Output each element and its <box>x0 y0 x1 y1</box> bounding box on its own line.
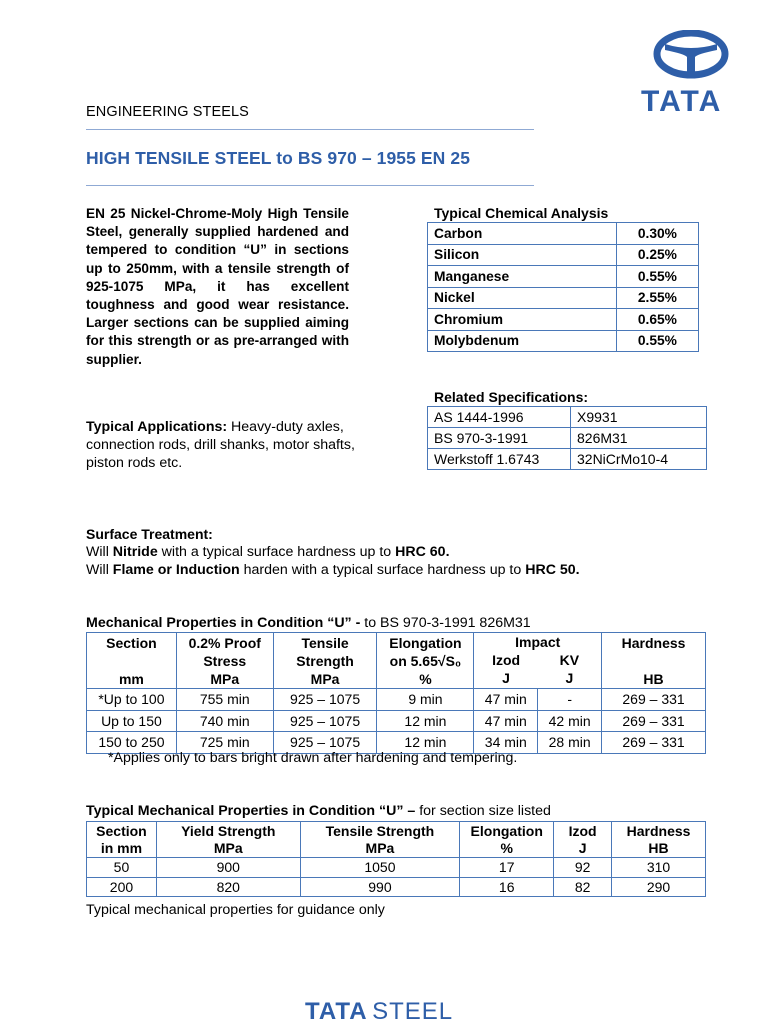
text-span: harden with a typical surface hardness up to <box>239 562 526 578</box>
table-row <box>87 877 706 897</box>
cell: 990 <box>300 877 460 897</box>
header-cell: Section in mm <box>87 822 157 858</box>
element-value: 0.25% <box>616 244 698 266</box>
table-row <box>87 858 706 878</box>
cell: 17 <box>460 858 554 878</box>
typical-properties-table <box>86 821 706 897</box>
text-span: with a typical surface hardness up to <box>157 544 396 560</box>
table-row <box>428 449 707 470</box>
table-row <box>87 710 706 732</box>
table-row <box>428 407 707 428</box>
cell: 290 <box>612 877 706 897</box>
spec-grade: X9931 <box>571 407 707 428</box>
element-value: 0.65% <box>616 309 698 331</box>
cell: 82 <box>554 877 612 897</box>
caption-bold: Mechanical Properties in Condition “U” - <box>86 615 361 631</box>
text-span: Will <box>86 544 113 560</box>
cell: 47 min <box>474 710 538 732</box>
cell: - <box>538 689 602 711</box>
element-value: 0.30% <box>616 223 698 245</box>
cell: 310 <box>612 858 706 878</box>
element-name: Silicon <box>428 244 617 266</box>
applications-label: Typical Applications: <box>86 419 228 435</box>
flame-induction-label: Flame or Induction <box>112 562 240 578</box>
table-row <box>428 330 699 352</box>
surface-line-flame <box>86 562 580 578</box>
table-row <box>428 223 699 245</box>
cell: 820 <box>156 877 300 897</box>
cell: 12 min <box>377 710 474 732</box>
element-name: Chromium <box>428 309 617 331</box>
caption-bold: Typical Mechanical Properties in Condition “U” – <box>86 803 416 819</box>
element-name: Manganese <box>428 266 617 288</box>
header-hardness: Hardness HB <box>602 633 706 689</box>
table-row <box>428 287 699 309</box>
element-name: Molybdenum <box>428 330 617 352</box>
chemical-analysis-table <box>427 222 699 352</box>
applications-text: Heavy-duty axles, connection rods, drill shanks, motor shafts, piston rods etc. <box>86 419 355 471</box>
cell: 925 – 1075 <box>273 710 377 732</box>
table-row <box>428 309 699 331</box>
tata-logo <box>639 30 743 125</box>
cell: 34 min <box>474 732 538 754</box>
cell: 50 <box>87 858 157 878</box>
related-specs-table <box>427 406 707 470</box>
header-section: Section mm <box>87 633 177 689</box>
table-row <box>87 689 706 711</box>
text-span: Will <box>86 562 113 578</box>
intro-paragraph: EN 25 Nickel-Chrome-Moly High Tensile Steel, generally supplied hardened and tempered to condition “U” in sections up to 250mm, with a tensile strength of 925-1075 MPa, it has excellent toughness and good wear resistance. Larger sections can be supplied aiming for this strength or as pre-arranged with supplier. <box>86 206 349 367</box>
header-kv: KV J <box>559 652 580 686</box>
footer-product: STEEL <box>372 998 454 1025</box>
spec-standard: Werkstoff 1.6743 <box>428 449 571 470</box>
header-cell: Izod J <box>554 822 612 858</box>
header-elongation: Elongation on 5.65√S₀ % <box>377 633 474 689</box>
cell: 755 min <box>176 689 273 711</box>
cell: 925 – 1075 <box>273 732 377 754</box>
header-impact <box>474 633 602 689</box>
element-value: 0.55% <box>616 330 698 352</box>
caption-rest: to BS 970-3-1991 826M31 <box>360 615 531 631</box>
header-cell: Elongation % <box>460 822 554 858</box>
cell: 269 – 331 <box>602 732 706 754</box>
element-value: 0.55% <box>616 266 698 288</box>
cell: Up to 150 <box>87 710 177 732</box>
footer-brand: TATA <box>305 998 368 1025</box>
spec-grade: 32NiCrMo10-4 <box>571 449 707 470</box>
surface-treatment-title: Surface Treatment: <box>86 526 213 542</box>
cell: 900 <box>156 858 300 878</box>
header-cell: Yield Strength MPa <box>156 822 300 858</box>
tata-steel-footer-logo <box>305 998 453 1026</box>
spec-grade: 826M31 <box>571 428 707 449</box>
cell: 9 min <box>377 689 474 711</box>
cell: 47 min <box>474 689 538 711</box>
related-specs-title: Related Specifications: <box>434 389 589 405</box>
nitride-label: Nitride <box>112 544 158 560</box>
element-value: 2.55% <box>616 287 698 309</box>
page-title: HIGH TENSILE STEEL to BS 970 – 1955 EN 25 <box>86 148 471 168</box>
header-tensile-strength: Tensile Strength MPa <box>273 633 377 689</box>
table-row <box>428 428 707 449</box>
table-row <box>428 244 699 266</box>
section-label: ENGINEERING STEELS <box>86 104 249 120</box>
cell: 12 min <box>377 732 474 754</box>
hardness-value: HRC 60. <box>395 544 450 560</box>
cell: 925 – 1075 <box>273 689 377 711</box>
typical-applications <box>86 418 356 472</box>
mechanical-properties-table <box>86 632 706 754</box>
header-proof-stress: 0.2% Proof Stress MPa <box>176 633 273 689</box>
element-name: Carbon <box>428 223 617 245</box>
hardness-value: HRC 50. <box>525 562 580 578</box>
chemical-analysis-title: Typical Chemical Analysis <box>434 205 609 221</box>
impact-label: Impact <box>515 634 561 650</box>
caption-rest: for section size listed <box>415 803 551 819</box>
cell: 200 <box>87 877 157 897</box>
header-cell: Tensile Strength MPa <box>300 822 460 858</box>
cell: 16 <box>460 877 554 897</box>
cell: 28 min <box>538 732 602 754</box>
typical-props-caption <box>86 803 551 819</box>
mech-props-footnote: *Applies only to bars bright drawn after hardening and tempering. <box>108 750 518 766</box>
cell: 740 min <box>176 710 273 732</box>
typical-props-note: Typical mechanical properties for guidance only <box>86 902 385 918</box>
spec-standard: BS 970-3-1991 <box>428 428 571 449</box>
mech-props-caption <box>86 615 531 631</box>
divider-top <box>86 129 534 130</box>
divider-bottom <box>86 185 534 186</box>
surface-line-nitride <box>86 544 450 560</box>
element-name: Nickel <box>428 287 617 309</box>
spec-standard: AS 1444-1996 <box>428 407 571 428</box>
cell: 269 – 331 <box>602 689 706 711</box>
header-cell: Hardness HB <box>612 822 706 858</box>
table-row <box>428 266 699 288</box>
cell: 92 <box>554 858 612 878</box>
cell: 42 min <box>538 710 602 732</box>
table-header-row <box>87 822 706 858</box>
header-izod: Izod J <box>492 652 521 686</box>
cell: 269 – 331 <box>602 710 706 732</box>
tata-wordmark: TATA <box>641 85 723 118</box>
cell: 150 to 250 <box>87 732 177 754</box>
cell: 725 min <box>176 732 273 754</box>
table-header-row <box>87 633 706 689</box>
cell: *Up to 100 <box>87 689 177 711</box>
cell: 1050 <box>300 858 460 878</box>
